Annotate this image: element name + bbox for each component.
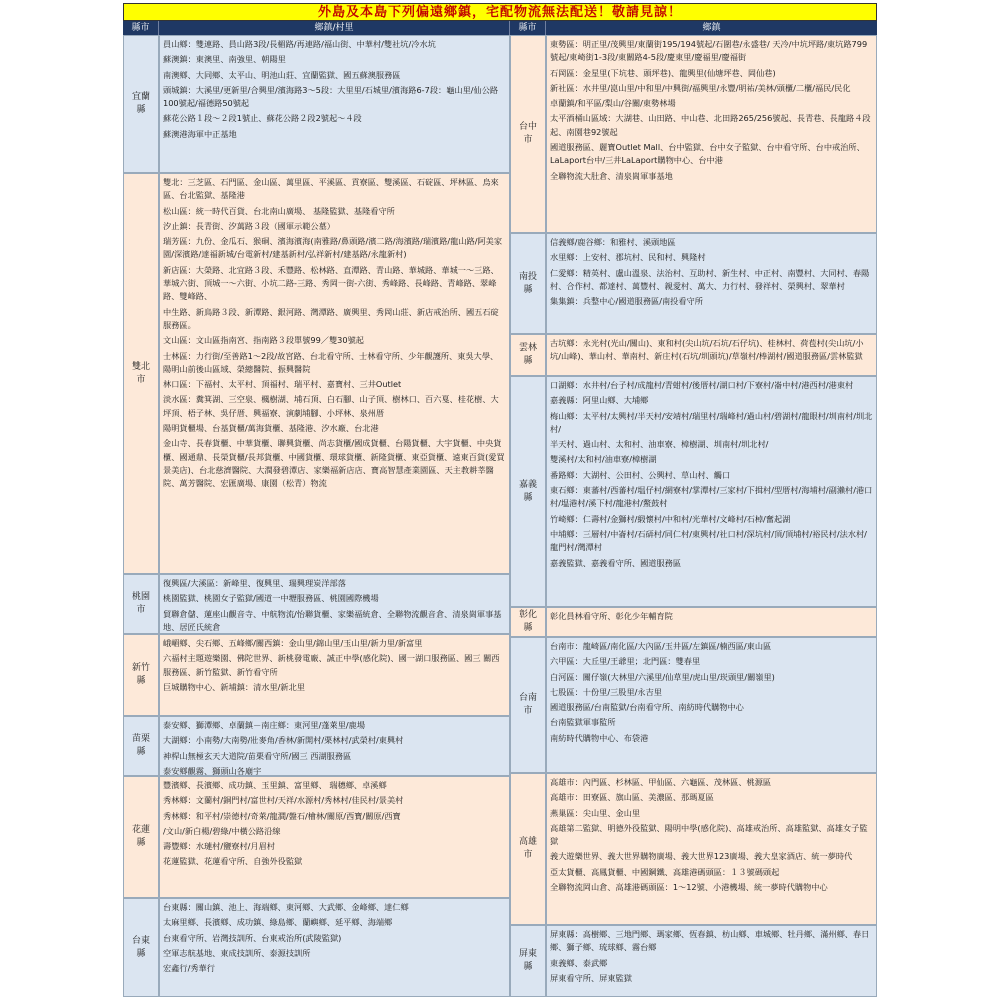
- county-name: 雲林縣: [518, 343, 537, 366]
- right-area-block: [546, 35, 877, 233]
- area-line: 彰化員林看守所、彰化少年輔育院: [550, 611, 673, 621]
- area-line: 信義鄉/鹿谷鄉：和雅村、溪頭地區: [550, 237, 676, 247]
- area-line: 林口區：下福村、太平村、頂福村、瑞平村、嘉寶村、三井Outlet: [163, 379, 402, 390]
- left-county-cell: [123, 634, 159, 716]
- area-line: 燕巢區：尖山里、金山里: [550, 807, 641, 818]
- right-area-block: [546, 334, 877, 376]
- area-line: 泰安鄉、獅潭鄉、卓蘭鎮－南庄鄉：東河里/蓬萊里/鹿場: [163, 720, 366, 730]
- area-line: 水里鄉：上安村、郡坑村、民和村、興隆村: [550, 252, 706, 263]
- left-area-block: [159, 898, 510, 997]
- area-line: 台東縣：關山鎮、池上、海端鄉、東河鄉、大武鄉、金峰鄉、達仁鄉: [163, 902, 409, 912]
- left-area-block: [159, 574, 510, 634]
- right-area-block: [546, 607, 877, 637]
- area-line: 峨嵋鄉、尖石鄉、五峰鄉/關西鎮：金山里/錦山里/玉山里/新力里/新富里: [163, 638, 423, 648]
- right-county-cell: [510, 233, 546, 334]
- area-line: 仁愛鄉：精英村、盧山溫泉、法治村、互助村、新生村、中正村、南豐村、大同村、春陽村、合作村、都達村、萬豐村、親愛村、萬大、力行村、發祥村、榮興村、翠華村: [550, 267, 870, 291]
- area-line: 中埔鄉：三層村/中崙村/石硦村/同仁村/東興村/社口村/深坑村/頂/頂埔村/裕民村/法水村/龍門村/灣潭村: [550, 528, 867, 553]
- area-line: 桃園監獄、桃園女子監獄/國道一中壢服務區、桃園國際機場: [163, 593, 379, 604]
- left-area-block: [159, 173, 510, 574]
- left-county-cell: [123, 716, 159, 776]
- area-line: 空軍志航基地、東成技訓所、泰源技訓所: [163, 947, 311, 958]
- right-county-cell: [510, 376, 546, 607]
- header-county-left: 縣市: [123, 21, 159, 35]
- left-area-block: [159, 35, 510, 173]
- area-line: 泰安鄉觀霧、獅頭山各廟宇: [163, 765, 262, 776]
- county-name: 宜蘭縣: [131, 92, 150, 115]
- left-area-block: [159, 776, 510, 898]
- area-line: 高雄市：內門區、杉林區、甲仙區、六龜區、茂林區、桃源區: [550, 777, 772, 787]
- header-area-right: 鄉鎮: [546, 21, 877, 35]
- right-county-cell: [510, 773, 546, 925]
- area-line: 南澳鄉、大同鄉、太平山、明池山莊、宜蘭監獄、國五蘇澳服務區: [163, 69, 401, 80]
- county-name: 南投縣: [518, 271, 537, 295]
- area-line: 汐止鎮：長青街、汐萬路３段（國軍示範公墓）: [163, 220, 335, 231]
- area-line: 全聯物流大肚倉、清泉崗軍事基地: [550, 170, 673, 181]
- header-area-left: 鄉鎮/村里: [159, 21, 510, 35]
- county-name: 花蓮縣: [131, 825, 150, 848]
- area-line: 番路鄉：大湖村、公田村、公興村、草山村、觸口: [550, 469, 731, 480]
- area-line: 嘉義監獄、嘉義看守所、國道服務區: [550, 557, 682, 568]
- right-area-block: [546, 376, 877, 607]
- area-line: 口湖鄉：水井村/台子村/成龍村/青蚶村/後厝村/湖口村/下寮村/崙中村/港西村/港東村: [550, 380, 854, 390]
- area-line: 國道服務區/台南監獄/台南看守所、南紡時代購物中心: [550, 702, 744, 713]
- area-line: 貿聯倉儲、蓮座山觀音寺、中航物流/怡聯貨櫃、家樂福統倉、全聯物流觀音倉、清泉崗軍事基地、居匠氏統倉: [163, 608, 502, 632]
- area-line: 卓蘭鎮/和平區/梨山/谷關/東勢林場: [550, 98, 676, 109]
- county-name: 台南市: [518, 693, 537, 716]
- area-line: 復興區/大溪區：新峰里、復興里、瑞興理炭洋部落: [163, 578, 346, 588]
- area-line: 豐濱鄉、長濱鄉、成功鎮、玉里鎮、富里鄉、 瑞穗鄉、卓溪鄉: [163, 780, 387, 790]
- area-line: 台東看守所、岩灣技訓所、台東戒治所(武陵監獄): [163, 932, 342, 943]
- area-line: 義大遊樂世界、義大世界購物廣場、義大世界123廣場、義大皇家酒店、統一夢時代: [550, 851, 853, 862]
- area-line: 東勢區：明正里/茂興里/東蘭街195/194號起/石圍巷/永盛巷/ 天冷/中坑坪路/東坑路799號起/東崎街1-3段/東關路4-5段/慶東里/慶福里/慶福街: [550, 39, 868, 63]
- county-name: 雙北市: [131, 361, 150, 385]
- area-line: 半天村、過山村、太和村、油車寮、樟樹湖、圳南村/圳北村/: [550, 439, 769, 450]
- area-line: 蘇澳鎮：東澳里、南強里、朝陽里: [163, 54, 286, 65]
- right-county-cell: [510, 607, 546, 637]
- area-line: 台南市：龍崎區/南化區/大內區/玉井區/左鎮區/楠西區/東山區: [550, 641, 772, 651]
- area-line: 松山區：統一時代百貨、台北南山廣場、 基隆監獄、基隆看守所: [163, 205, 395, 216]
- area-line: 全聯物流岡山倉、高雄港碼頭區：1～12號、小港機場、統一夢時代購物中心: [550, 882, 828, 893]
- area-line: 神桿山無極玄天大道院/苗栗看守所/國三 西湖服務區: [163, 750, 352, 761]
- area-line: 竹崎鄉：仁壽村/金獅村/緞懷村/中和村/光華村/文峰村/石棹/奮起湖: [550, 513, 791, 524]
- area-line: 七股區：十份里/三股里/永吉里: [550, 686, 662, 697]
- area-line: 國道服務區、麗寶Outlet Mall、台中監獄、台中女子監獄、台中看守所、台中戒治所、LaLaport台中/三井LaLaport購物中心、台中港: [550, 142, 865, 166]
- right-area-block: [546, 637, 877, 773]
- area-line: 宏鑫行/秀華行: [163, 963, 215, 974]
- area-line: 太平酒桶山區域：大湖巷、山田路、中山巷、北田路265/256號起、長青巷、長龍路４段起、南園巷92號起: [550, 113, 871, 137]
- area-line: 淡水區：糞箕湖、三空泉、楓樹湖、埔石頂、白石腳、山子頂、樹林口、百六戛、桂花樹、大坪頂、梧子林、吳仔厝、興福寮、演劇埔腳、小坪林、泉州厝: [163, 394, 499, 418]
- area-line: /文山/新白楊/碧綠/中橫公路沿線: [163, 825, 281, 836]
- right-county-cell: [510, 334, 546, 376]
- left-county-cell: [123, 776, 159, 898]
- area-line: 頭城鎮：大溪里/更新里/合興里/濱海路3～5段：大里里/石城里/濱海路6-7段：龜山里/仙公路100號起/福德路50號起: [163, 84, 499, 109]
- area-line: 瑞芳區：九份、金瓜石、猴硐、濱海濱海(南雅路/鼻頭路/濱二路/海濱路/瑞濱路/龍山路/阿美家園/深濱路/達福新城/台電新村/建基新村/弘祥新村/建基路/永龍新村): [163, 236, 503, 260]
- county-name: 台中市: [518, 122, 537, 145]
- area-line: 花蓮監獄、花蓮看守所、自強外役監獄: [163, 856, 303, 867]
- county-name: 台東縣: [131, 935, 150, 959]
- area-line: 六福村主題遊樂園、佛陀世界、新桃發電廠、誠正中學(感化院)、國一湖口服務區、國三 關西服務區、新竹監獄、新竹看守所: [163, 653, 500, 677]
- right-county-cell: [510, 35, 546, 233]
- right-area-block: [546, 925, 877, 997]
- area-line: 新社區：水井里/崑山里/中和里/中興街/福興里/永豐/明祐/美林/頭櫃/二櫃/福民/民化: [550, 82, 851, 93]
- area-line: 新店區：大榮路、北宜路３段、禾豐路、松林路、直潭路、青山路、華城路、華城一～三路、華城六街、頂城一～六街、小坑二路-三路、秀岡一街-六街、秀峰路、長峰路、青峰路、翠峰路、雙峰路、: [163, 264, 499, 302]
- county-name: 屏東縣: [518, 949, 537, 972]
- left-county-cell: [123, 173, 159, 574]
- area-line: 集集鎮：兵整中心/國道服務區/南投看守所: [550, 296, 703, 307]
- left-county-cell: [123, 574, 159, 634]
- area-line: 雙溪村/太和村/油車寮/樟樹湖: [550, 454, 657, 465]
- left-county-cell: [123, 35, 159, 173]
- area-line: 高雄市：田寮區、旗山區、美濃區、那瑪夏區: [550, 792, 714, 803]
- area-line: 中生路、新鳥路３段、新潭路、銀河路、灣潭路、廣興里、秀岡山莊、新店戒治所、國五石碇服務區。: [163, 306, 499, 330]
- right-county-cell: [510, 637, 546, 773]
- area-line: 六甲區：大丘里/王爺里；北門區：雙春里: [550, 656, 701, 667]
- area-line: 秀林鄉：文蘭村/銅門村/富世村/天祥/水源村/秀林村/佳民村/景美村: [163, 795, 404, 806]
- area-line: 梅山鄉：太平村/太興村/半天村/安靖村/瑞里村/瑞峰村/過山村/碧湖村/龍眼村/圳南村/圳北村/: [550, 410, 873, 434]
- area-line: 白河區：關仔嶺(大林里/六溪里/仙草里/虎山里/崁頭里/關嶺里): [550, 671, 775, 682]
- area-line: 石岡區：金星里(下坑巷、頭坪巷)、龍興里(仙塘坪巷、岡仙巷): [550, 67, 776, 78]
- area-line: 巨城購物中心、新埔鎮：清水里/新北里: [163, 681, 305, 692]
- area-line: 嘉義縣：阿里山鄉、大埔鄉: [550, 395, 649, 406]
- right-area-block: [546, 233, 877, 334]
- area-line: 台南監獄軍事監所: [550, 717, 616, 728]
- county-name: 苗栗縣: [131, 734, 150, 757]
- county-name: 嘉義縣: [518, 479, 537, 503]
- area-line: 陽明貨櫃場、台基貨櫃/萬海貨櫃、基隆港、汐水廠、台北港: [163, 423, 379, 434]
- area-line: 員山鄉：雙連路、員山路3段/長楣路/再連路/福山街、中華村/雙社坑/冷水坑: [163, 39, 436, 49]
- area-line: 古坑鄉：永光村(光山/關山)、東和村(尖山坑/石坑/石仔坑)、桂林村、荷苞村(尖山坑/小坑/山峰)、華山村、華南村、新庄村(石坑/圳頭坑)/草嶺村/棒湖村/國道服務區/雲林監獄: [550, 338, 864, 362]
- area-line: 南紡時代購物中心、布袋港: [550, 732, 649, 743]
- area-line: 文山區：文山區指南宮、指南路３段單號99／雙30號起: [163, 335, 364, 346]
- header-county-right: 縣市: [510, 21, 546, 35]
- area-line: 蘇澳港海軍中正基地: [163, 128, 237, 139]
- area-line: 蘇花公路１段～２段1號止、蘇花公路２段2號起～４段: [163, 113, 362, 124]
- left-area-block: [159, 716, 510, 776]
- area-line: 屏東縣：高樹鄉、三地門鄉、瑪家鄉、恆春鎮、枋山鄉、車城鄉、牡丹鄉、滿州鄉、春日鄉、獅子鄉、琉球鄉、霧台鄉: [550, 929, 870, 953]
- area-line: 壽豐鄉：水璉村/鹽寮村/月眉村: [163, 841, 275, 852]
- area-line: 太麻里鄉、長濱鄉、成功鎮、綠島鄉、蘭嶼鄉、延平鄉、海端鄉: [163, 917, 393, 928]
- county-name: 新竹縣: [131, 663, 150, 686]
- area-line: 屏東看守所、屏東監獄: [550, 972, 632, 983]
- area-line: 亞太貨櫃、高鳳貨櫃、中國鋼鐵、高雄港碼頭區：１３號碼頭起: [550, 866, 780, 877]
- county-name: 彰化縣: [518, 610, 537, 633]
- county-name: 高雄市: [518, 837, 537, 860]
- area-line: 金山寺、長春貨櫃、中華貨櫃、聯興貨櫃、尚志貨櫃/國成貨櫃、台陽貨櫃、大宇貨櫃、中央貨櫃、國通鼎、長榮貨櫃/長邦貨櫃、中國貨櫃、環球貨櫃、新隆貨櫃、東亞貨櫃、遠東百貨(愛買景美店)、台北慈濟醫院、大潤發碧潭店、家樂福新店店、寶高智慧產業園區、天主教耕莘醫院、萬芳醫院、宏匯廣場、康園（松青）物流: [163, 438, 505, 489]
- page-title: 外島及本島下列偏遠鄉鎮，宅配物流無法配送！敬請見諒！: [123, 3, 877, 21]
- right-area-block: [546, 773, 877, 925]
- left-area-block: [159, 634, 510, 716]
- area-line: 高雄第二監獄、明德外役監獄、陽明中學(感化院)、高雄戒治所、高雄監獄、高雄女子監獄: [550, 822, 868, 847]
- left-county-cell: [123, 898, 159, 997]
- area-line: 秀林鄉：和平村/崇德村/奇萊/龍澗/盤石/檜林/關原/西寶/關原/西寶: [163, 810, 401, 821]
- area-line: 東義鄉、泰武鄉: [550, 957, 608, 968]
- area-line: 士林區：力行街/至善路1～2段/故宮路、台北看守所、士林看守所、少年觀護所、東吳大學、陽明山前後山區域、榮總醫院、振興醫院: [163, 350, 499, 374]
- area-line: 東石鄉：東蕃村/西蕃村/塭仔村/網寮村/掌潭村/三家村/下揖村/型厝村/海埔村/副瀨村/港口村/塭港村/溪下村/龍港村/鰲鼓村: [550, 485, 873, 509]
- area-line: 大湖鄉：小南勢/大南勢/壯麥角/香林/新開村/栗林村/武榮村/東興村: [163, 735, 404, 746]
- table-header: [123, 21, 877, 35]
- area-line: 雙北：三芝區、石門區、金山區、萬里區、平溪區、貢寮區、雙溪區、石碇區、坪林區、烏來區、台北監獄、基隆港: [163, 177, 499, 201]
- county-name: 桃園市: [131, 592, 150, 615]
- right-county-cell: [510, 925, 546, 997]
- page: [123, 3, 877, 997]
